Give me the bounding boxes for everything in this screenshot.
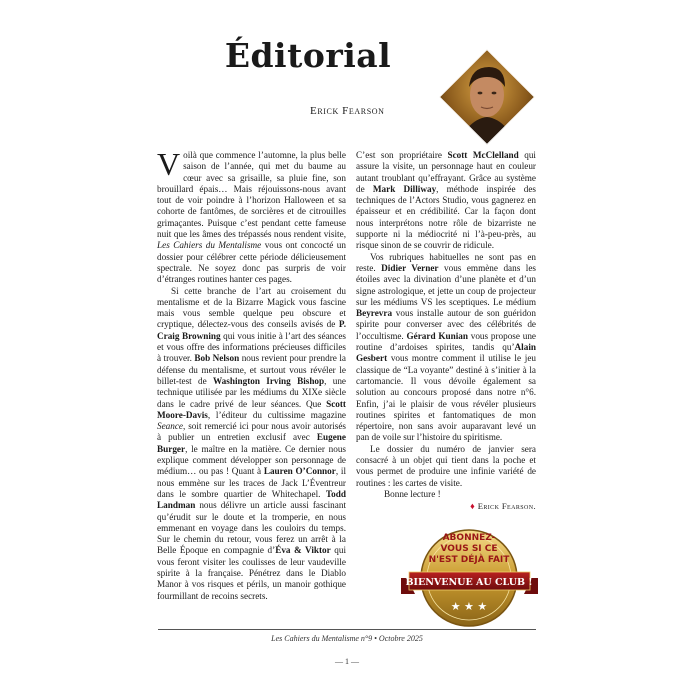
badge-line-2: VOUS SI CE [440,544,498,554]
badge-line-1: ABONNEZ- [442,533,496,543]
text-run: vous emmène dans les étoiles avec la divination d’une planète et d’un signe astrologique, et jette un coup de projecteur sur les médiums VS les sceptiques. Le médium [356,262,536,307]
name-highlight: Bob Nelson [194,353,240,364]
author-name: Erick Fearson [310,105,385,117]
name-highlight: P. Craig Browning [157,319,346,341]
paragraph [356,489,536,500]
text-run: Le dossier du numéro de janvier sera consacré à un objet qui tient dans la poche et vous permet de produire une infinie variété de routines : les cartes de visite. [356,443,536,488]
badge-ribbon-text: BIENVENUE AU CLUB ! [405,577,533,588]
diamond-icon: ♦ [470,501,476,512]
text-run: , soit remercié ici pour nous avoir autorisés à publier un entretien exclusif avec [157,421,346,443]
paragraph-body [157,146,346,285]
name-highlight: Didier Verner [381,262,439,273]
text-run: Vos rubriques habituelles ne sont pas en reste. [356,251,536,273]
text-run: , méthode inspirée des techniques de l’Actors Studio, vous gagnerez en épaisseur et en crédibilité. Car la façon dont nous interprétons notre rôle de bizarriste ne supporte ni la médiocrité ni l’à-peu-près, au risque sinon de se couvrir de ridicule. [356,183,536,251]
star-icons: ★ ★ ★ [450,600,488,613]
text-run: qui vous initie à l’art des séances et vous offre des informations précieuses difficiles à trouver. [157,330,346,364]
text-run: , il nous emmène sur les traces de Jack L’Éventreur dans le sombre quartier de Whitechapel. [157,466,346,499]
text-run: oilà que commence l’automne, la plus belle saison de l’année, qui met du baume au cœur avec sa grisaille, sa pluie fine, son brouillard épais… Mais réjouissons-nous avant tout de voir poindre à l’horizon Halloween et sa cohorte de fantômes, de sorcières et de citrouilles grimaçantes. Puisque c’est pendant cette fameuse nuit que les âmes des trépassés nous rendent visite, [157,150,346,240]
badge-line-3: N'EST DÉJÀ FAIT [428,555,510,565]
footer-text: Les Cahiers du Mentalisme n°9 • Octobre 2025 [271,634,423,643]
name-highlight: Alain Gesbert [356,342,536,364]
name-highlight: Scott McClelland [447,150,519,160]
paragraph [356,252,536,444]
text-run: , l’éditeur du cultissime magazine [207,409,346,420]
text-run: , une technique utilisée par les médiums du XIXe siècle dans le cadre privé de leur séances. Que [157,375,347,409]
signature-name: Erick Fearson. [477,501,536,512]
text-run: vous ont concocté un dossier pour célébrer cette période délicieusement spectrale. Ne soyez donc pas surpris de voir d’étranges routines hanter ces pages. [157,240,346,285]
paragraph [157,286,346,602]
page-title: Éditorial [224,36,392,75]
italic-title: Les Cahiers du Mentalisme [157,240,262,251]
text-run: vous montre comment il utilise le jeu classique de “La voyante” destiné à s’initier à la cartomancie. Il vous dévoile également sa solution au concours proposé dans notre n°6. Enfin, j’ai le plaisir de vous révéler plusieurs routines spirites et fantomatiques de mon répertoire, non sans avoir auparavant levé un pan de voile sur l’histoire du spiritisme. [356,353,536,443]
paragraph [356,150,536,252]
signature [356,501,536,512]
paragraph [356,444,536,489]
drop-cap: V [157,146,181,182]
italic-title: Seance [157,421,184,432]
right-column [356,150,536,513]
name-highlight: Beyrevra [356,308,393,319]
name-highlight: Washington Irving Bishop [212,375,325,386]
text-run: C’est son propriétaire [356,150,448,160]
text-run: nous revient pour prendre la défense du mentalisme, et surtout vous révéler le billet-test de [157,353,346,386]
name-highlight: Scott Moore-Davis [157,398,346,420]
author-photo [439,49,535,145]
name-highlight: Todd Landman [157,488,346,511]
name-highlight: Gérard Kunian [406,330,468,341]
name-highlight: Éva & Viktor [275,545,331,556]
page-number: — 1 — [335,657,359,666]
name-highlight: Mark Dilliway [372,183,437,194]
text-run: Bonne lecture ! [384,488,441,499]
subscribe-badge[interactable] [401,522,538,630]
text-run: nous délivre un article aussi fascinant qu’érudit sur le doute et la tromperie, en nous emmenant en voyage dans les couloirs du temps. Sur le chemin du retour, vous ferez un arrêt à la Belle Époque en compagnie d’ [157,500,346,556]
text-run: qui assure la visite, un personnage haut en couleur autant troublant qu’effrayant. Grâce au système de [356,150,536,194]
name-highlight: Eugene Burger [157,432,346,454]
footer-divider [158,629,536,630]
left-column [157,146,347,602]
text-run: vous installe autour de son guéridon spirite pour converser avec des célébrités de l’occultisme. [356,308,536,341]
text-run: , le maître en la matière. Ce dernier nous explique comment développer son personnage de médium… ou pas ! Quant à [157,443,346,477]
text-run: vous propose une routine d’ardoises spirites, tandis qu’ [356,330,536,353]
name-highlight: Lauren O’Connor [263,466,336,477]
text-run: qui vous feront visiter les coulisses de leur vaudeville spirite à la française. Pénétrez dans le Diablo Manor à vos risques et périls, un manoir gothique fourmillant de recoins secrets. [157,545,346,601]
paragraph [157,146,346,286]
text-run: Si cette branche de l’art au croisement du mentalisme et de la Bizarre Magick vous fascine mais vous semble quelque peu obscure et cryptique, délectez-vous des conseils avisés de [157,285,346,330]
